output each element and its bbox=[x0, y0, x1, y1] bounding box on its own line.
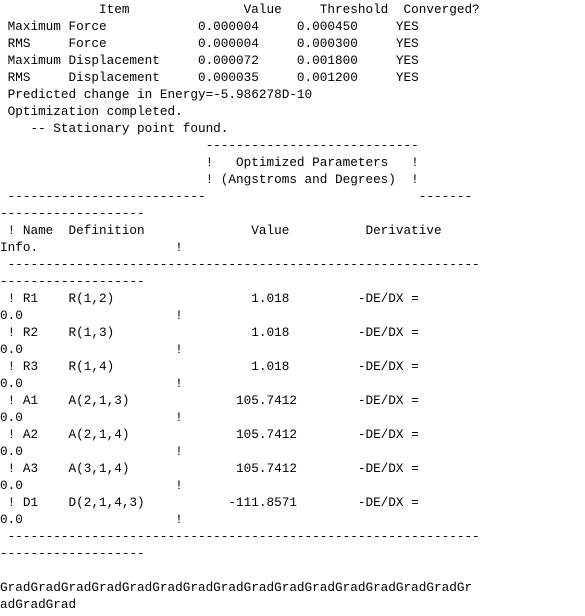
grad-line-wrap: adGradGrad bbox=[0, 597, 77, 612]
separator-line: -------------------------------------------------------------- bbox=[0, 257, 480, 272]
grad-line: GradGradGradGradGradGradGradGradGradGradGradGradGradGradGradGr bbox=[0, 580, 473, 595]
box-subtitle: ! (Angstroms and Degrees) ! bbox=[0, 172, 419, 187]
table-header-wrap: Info. ! bbox=[0, 240, 183, 255]
table-row-wrap: 0.0 ! bbox=[0, 308, 183, 323]
table-row-wrap: 0.0 ! bbox=[0, 376, 183, 391]
table-row: ! R3 R(1,4) 1.018 -DE/DX = bbox=[0, 359, 419, 374]
table-header: ! Name Definition Value Derivative bbox=[0, 223, 442, 238]
table-row-wrap: 0.0 ! bbox=[0, 410, 183, 425]
rms-force-row: RMS Force 0.000004 0.000300 YES bbox=[0, 36, 419, 51]
max-force-row: Maximum Force 0.000004 0.000450 YES bbox=[0, 19, 419, 34]
separator-line: ------------------- bbox=[0, 274, 145, 289]
table-row-wrap: 0.0 ! bbox=[0, 342, 183, 357]
box-title: ! Optimized Parameters ! bbox=[0, 155, 419, 170]
table-row: ! A1 A(2,1,3) 105.7412 -DE/DX = bbox=[0, 393, 419, 408]
table-row-wrap: 0.0 ! bbox=[0, 444, 183, 459]
table-row-wrap: 0.0 ! bbox=[0, 478, 183, 493]
stationary-point-line: -- Stationary point found. bbox=[0, 121, 229, 136]
optimization-status: Optimization completed. bbox=[0, 104, 183, 119]
table-row: ! R1 R(1,2) 1.018 -DE/DX = bbox=[0, 291, 419, 306]
table-row-wrap: 0.0 ! bbox=[0, 512, 183, 527]
max-displacement-row: Maximum Displacement 0.000072 0.001800 YES bbox=[0, 53, 419, 68]
separator-line: -------------------------------------------------------------- bbox=[0, 529, 480, 544]
box-top-border: ---------------------------- bbox=[0, 138, 419, 153]
separator-line: ------------------- bbox=[0, 206, 145, 221]
separator-line: ------------------- bbox=[0, 546, 145, 561]
table-row: ! A3 A(3,1,4) 105.7412 -DE/DX = bbox=[0, 461, 419, 476]
table-row: ! R2 R(1,3) 1.018 -DE/DX = bbox=[0, 325, 419, 340]
rms-displacement-row: RMS Displacement 0.000035 0.001200 YES bbox=[0, 70, 419, 85]
table-row: ! A2 A(2,1,4) 105.7412 -DE/DX = bbox=[0, 427, 419, 442]
predicted-energy-line: Predicted change in Energy=-5.986278D-10 bbox=[0, 87, 313, 102]
convergence-header: Item Value Threshold Converged? bbox=[0, 2, 480, 17]
separator-line: -------------------------- ------- bbox=[0, 189, 473, 204]
table-row: ! D1 D(2,1,4,3) -111.8571 -DE/DX = bbox=[0, 495, 419, 510]
